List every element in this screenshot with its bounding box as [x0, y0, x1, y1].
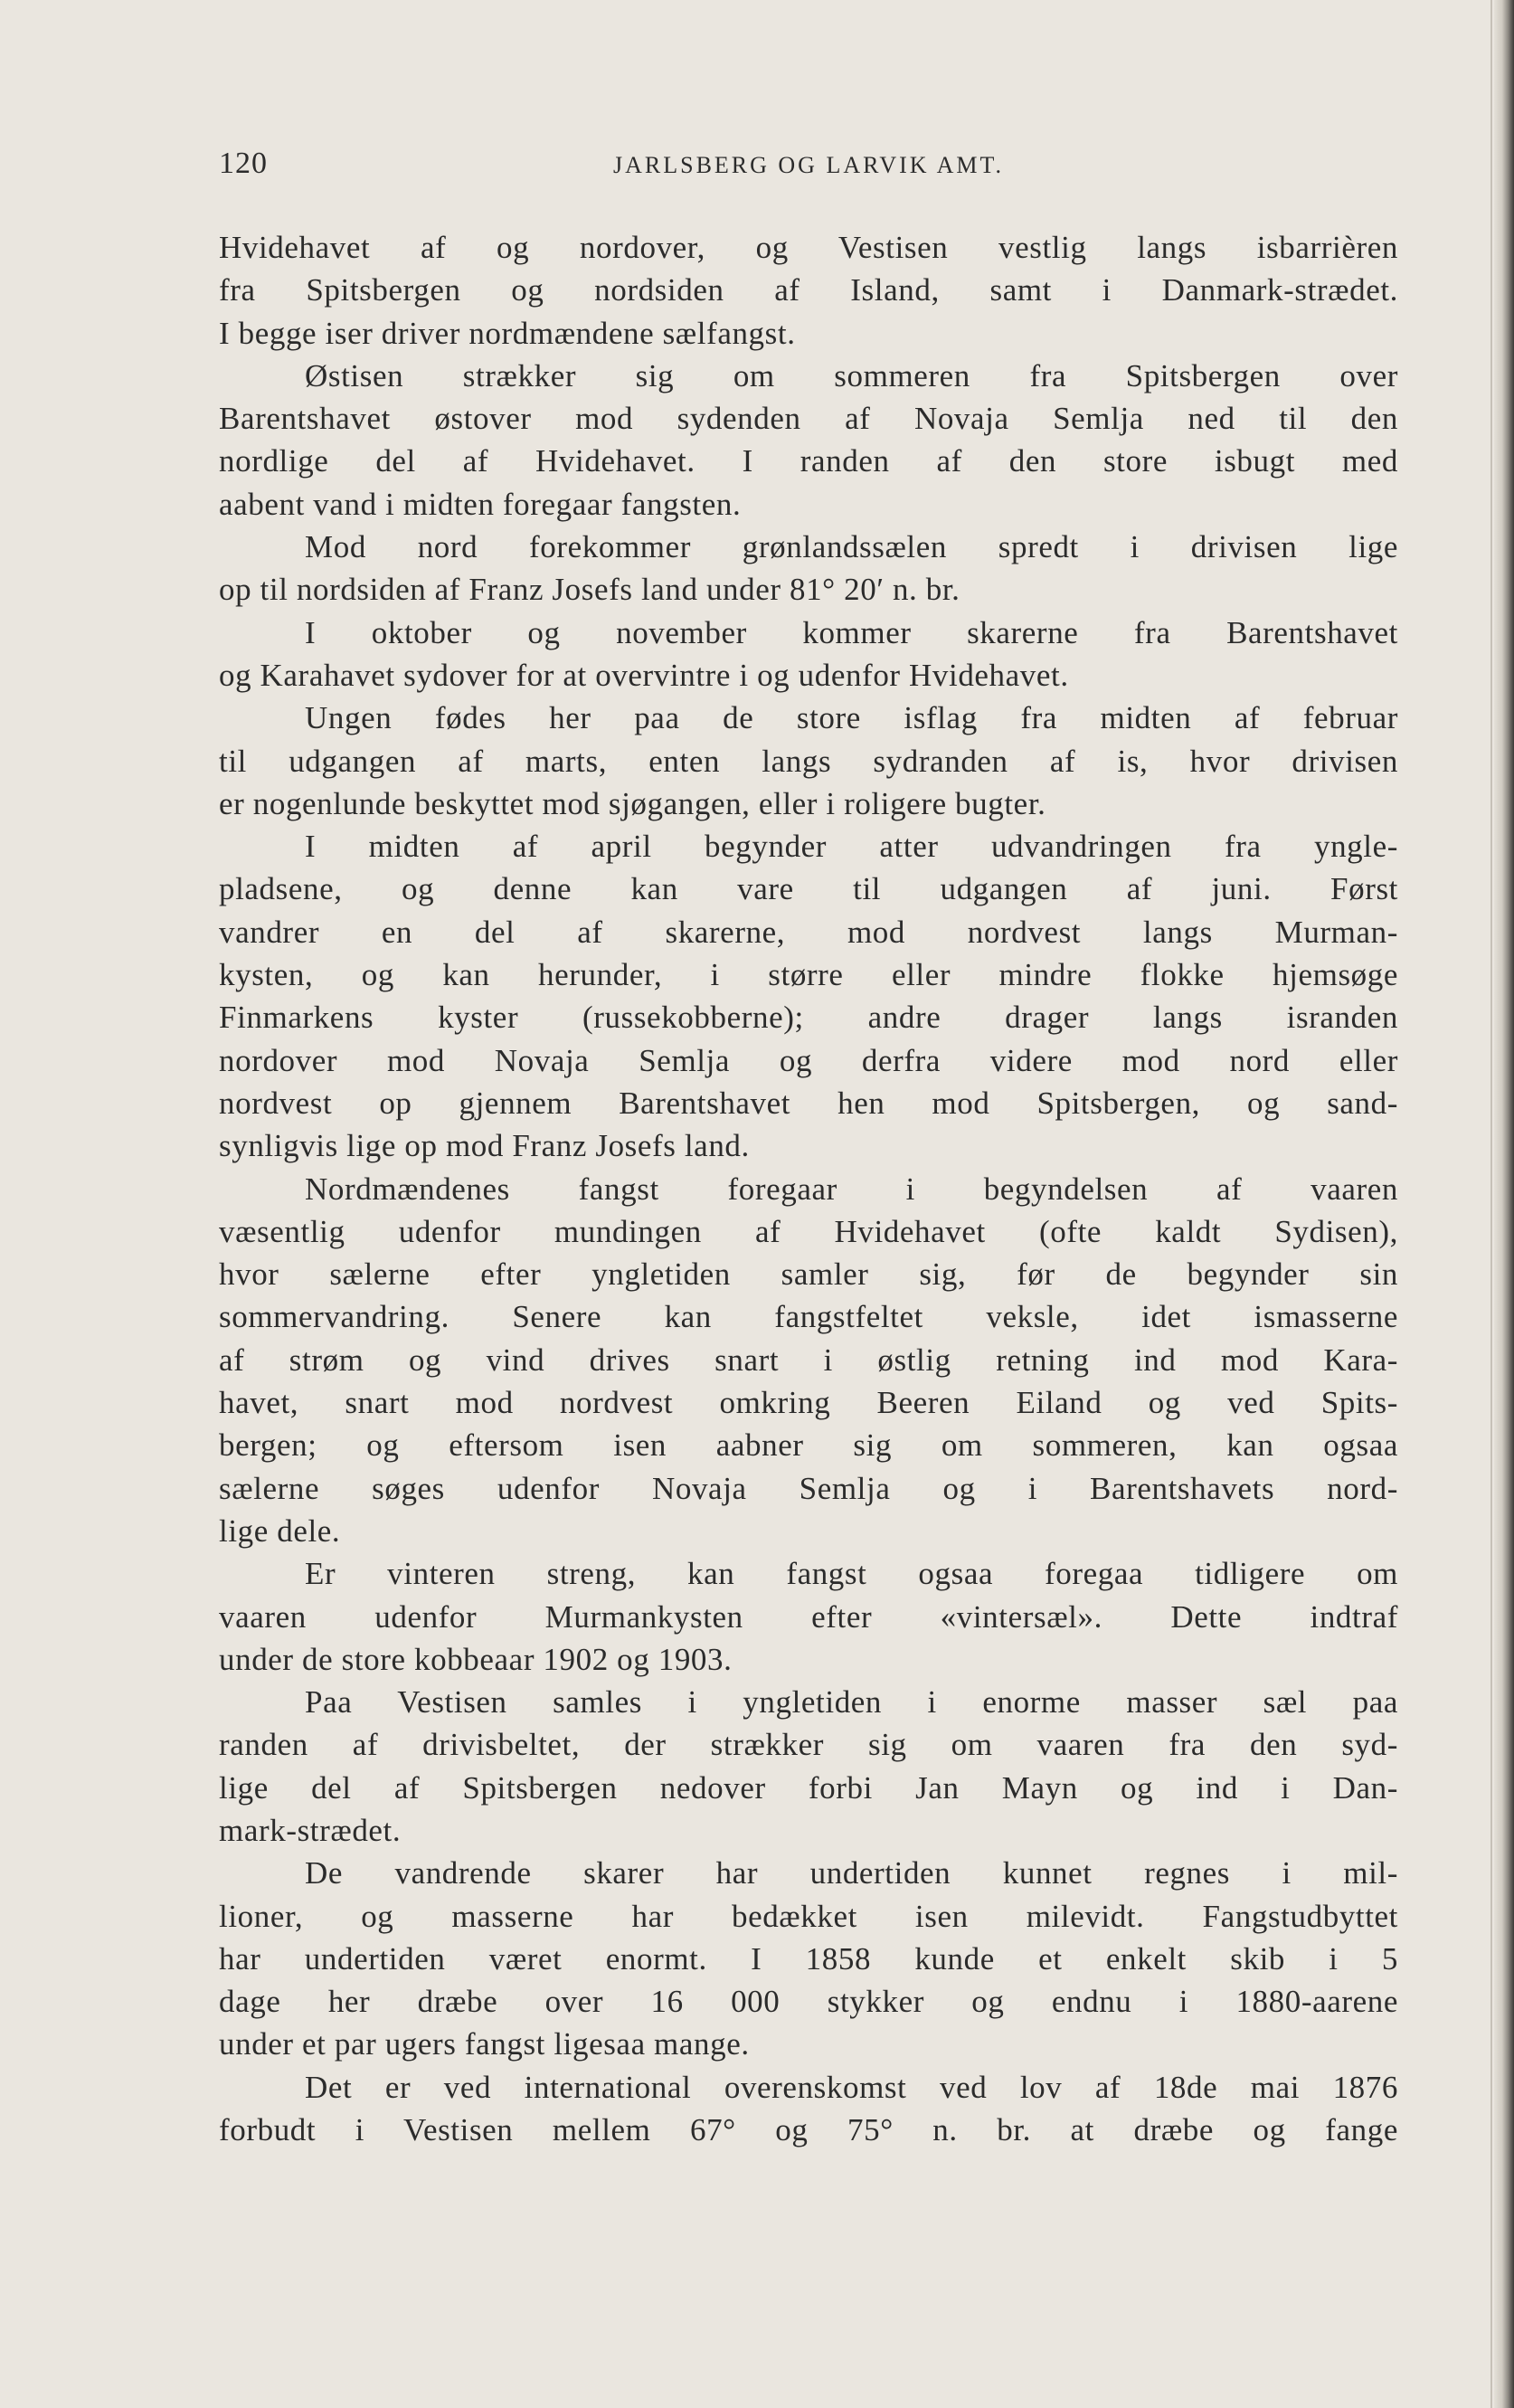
text-line: synligvis lige op mod Franz Josefs land. — [219, 1128, 750, 1164]
text-line: er nogenlunde beskyttet mod sjøgangen, eller i roligere bugter. — [219, 785, 1046, 821]
text-line: Det er ved international overenskomst ved lov af 18de mai 1876 — [305, 2069, 1398, 2105]
text-line: op til nordsiden af Franz Josefs land under 81° 20′ n. br. — [219, 572, 960, 608]
text-line: fra Spitsbergen og nordsiden af Island, samt i Danmark-strædet. — [219, 272, 1398, 308]
text-line: bergen; og eftersom isen aabner sig om sommeren, kan ogsaa — [219, 1427, 1398, 1464]
text-line: forbudt i Vestisen mellem 67° og 75° n. br. at dræbe og fange — [219, 2112, 1398, 2148]
text-line: Mod nord forekommer grønlandssælen spredt i drivisen lige — [305, 529, 1398, 565]
text-line: Er vinteren streng, kan fangst ogsaa foregaa tidligere om — [305, 1556, 1398, 1592]
text-line: aabent vand i midten foregaar fangsten. — [219, 486, 742, 522]
text-line: lige del af Spitsbergen nedover forbi Jan Mayn og ind i Dan- — [219, 1769, 1398, 1806]
running-head: JARLSBERG OG LARVIK AMT. — [612, 152, 1004, 178]
text-line: nordvest op gjennem Barentshavet hen mod Spitsbergen, og sand- — [219, 1085, 1398, 1121]
text-line: Finmarkens kyster (russekobberne); andre drager langs isranden — [219, 1000, 1398, 1036]
page-number: 120 — [219, 147, 268, 180]
page-header — [219, 147, 1398, 192]
text-line: vandrer en del af skarerne, mod nordvest langs Murman- — [219, 914, 1398, 950]
text-line: sommervandring. Senere kan fangstfeltet veksle, idet ismasserne — [219, 1299, 1398, 1335]
text-line: havet, snart mod nordvest omkring Beeren Eiland og ved Spits- — [219, 1385, 1398, 1421]
text-line: lige dele. — [219, 1512, 341, 1549]
text-line: har undertiden været enormt. I 1858 kunde et enkelt skib i 5 — [219, 1940, 1398, 1977]
text-line: Ungen fødes her paa de store isflag fra midten af februar — [305, 700, 1398, 736]
text-line: Paa Vestisen samles i yngletiden i enorme masser sæl paa — [305, 1684, 1398, 1721]
text-line: af strøm og vind drives snart i østlig retning ind mod Kara- — [219, 1341, 1398, 1378]
text-line: I oktober og november kommer skarerne fra Barentshavet — [305, 614, 1398, 650]
text-line: dage her dræbe over 16 000 stykker og endnu i 1880-aarene — [219, 1984, 1398, 2020]
text-line: I midten af april begynder atter udvandringen fra yngle- — [305, 829, 1398, 865]
text-line: Nordmændenes fangst foregaar i begyndelsen af vaaren — [305, 1171, 1398, 1207]
page-binding-edge — [1494, 0, 1514, 2408]
text-line: hvor sælerne efter yngletiden samler sig, før de begynder sin — [219, 1256, 1398, 1293]
text-line: Barentshavet østover mod sydenden af Novaja Semlja ned til den — [219, 401, 1398, 437]
text-line: pladsene, og denne kan vare til udgangen af juni. Først — [219, 871, 1398, 907]
text-line: sælerne søges udenfor Novaja Semlja og i Barentshavets nord- — [219, 1470, 1398, 1506]
text-line: kysten, og kan herunder, i større eller mindre flokke hjemsøge — [219, 957, 1398, 993]
body-text — [219, 226, 1398, 2151]
text-line: I begge iser driver nordmændene sælfangst. — [219, 315, 796, 351]
page-binding-line — [1490, 0, 1492, 2408]
text-line: vaaren udenfor Murmankysten efter «vintersæl». Dette indtraf — [219, 1598, 1398, 1635]
text-line: og Karahavet sydover for at overvintre i og udenfor Hvidehavet. — [219, 657, 1069, 693]
text-line: De vandrende skarer har undertiden kunnet regnes i mil- — [305, 1855, 1398, 1891]
text-line: til udgangen af marts, enten langs sydranden af is, hvor drivisen — [219, 743, 1398, 779]
text-line: nordover mod Novaja Semlja og derfra videre mod nord eller — [219, 1042, 1398, 1078]
text-line: lioner, og masserne har bedækket isen milevidt. Fangstudbyttet — [219, 1898, 1398, 1934]
text-line: randen af drivisbeltet, der strækker sig om vaaren fra den syd- — [219, 1727, 1398, 1763]
text-line: mark-strædet. — [219, 1812, 402, 1848]
text-line: under de store kobbeaar 1902 og 1903. — [219, 1641, 733, 1677]
text-line: Østisen strækker sig om sommeren fra Spitsbergen over — [305, 357, 1398, 393]
text-line: Hvidehavet af og nordover, og Vestisen vestlig langs isbarrièren — [219, 230, 1398, 265]
text-line: væsentlig udenfor mundingen af Hvidehavet (ofte kaldt Sydisen), — [219, 1213, 1398, 1249]
text-line: nordlige del af Hvidehavet. I randen af den store isbugt med — [219, 443, 1398, 479]
text-line: under et par ugers fangst ligesaa mange. — [219, 2026, 750, 2062]
